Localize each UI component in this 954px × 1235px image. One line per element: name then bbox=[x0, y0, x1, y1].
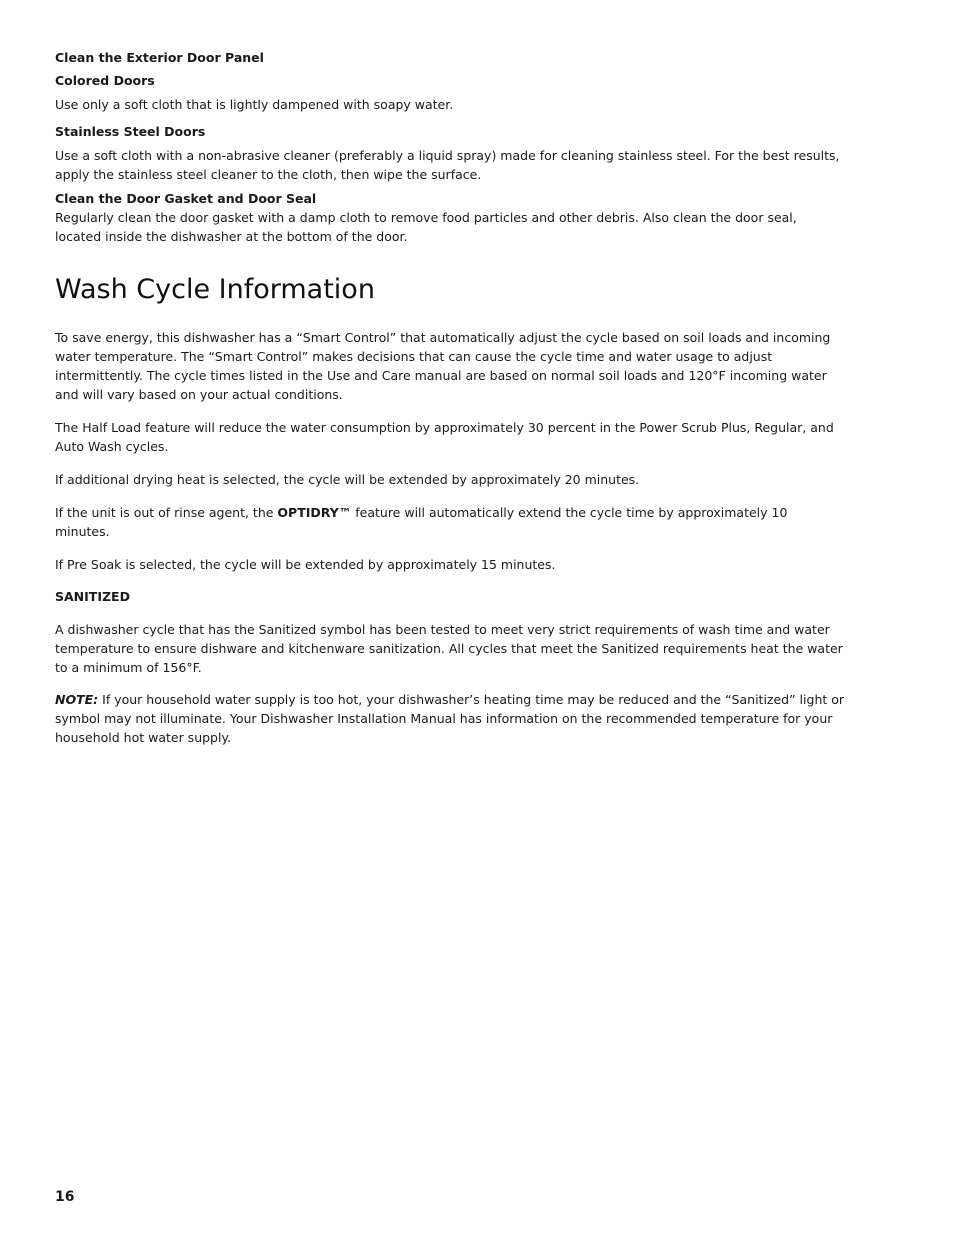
optidry-text-after: feature will automatically extend the cycle time by approximately 10 minutes. bbox=[55, 505, 788, 539]
colored-doors-heading: Colored Doors bbox=[55, 73, 155, 88]
half-load-paragraph: The Half Load feature will reduce the water consumption by approximately 30 percent in the Power Scrub Plus, Regular, and Auto Wash cycles. bbox=[55, 420, 834, 454]
gasket-heading: Clean the Door Gasket and Door Seal bbox=[55, 191, 317, 206]
optidry-text-before: If the unit is out of rinse agent, the bbox=[55, 505, 278, 520]
smart-control-paragraph: To save energy, this dishwasher has a “Smart Control” that automatically adjust the cycle based on soil loads and incoming water temperature. The “Smart Control” makes decisions that can cause the cycle time and water usage to adjust intermittently. The cycle times listed in the Use and Care manual are based on normal soil loads and 120°F incoming water and will vary based on your actual conditions. bbox=[55, 330, 831, 402]
drying-heat-paragraph: If additional drying heat is selected, the cycle will be extended by approximately 20 minutes. bbox=[55, 472, 640, 487]
page-title: Wash Cycle Information bbox=[55, 274, 375, 305]
page-number: 16 bbox=[55, 1189, 75, 1205]
note-paragraph bbox=[55, 690, 845, 747]
stainless-doors-text: Use a soft cloth with a non-abrasive cleaner (preferably a liquid spray) made for cleaning stainless steel. For the best results, apply the stainless steel cleaner to the cloth, then wipe the surface. bbox=[55, 148, 840, 182]
page-content bbox=[55, 48, 845, 747]
colored-doors-text: Use only a soft cloth that is lightly dampened with soapy water. bbox=[55, 97, 454, 112]
exterior-door-heading: Clean the Exterior Door Panel bbox=[55, 50, 264, 65]
optidry-paragraph bbox=[55, 503, 845, 541]
pre-soak-paragraph: If Pre Soak is selected, the cycle will be extended by approximately 15 minutes. bbox=[55, 557, 556, 572]
stainless-doors-heading: Stainless Steel Doors bbox=[55, 124, 206, 139]
sanitized-heading: SANITIZED bbox=[55, 589, 130, 604]
note-text: If your household water supply is too hot, your dishwasher’s heating time may be reduced and the “Sanitized” light or symbol may not illuminate. Your Dishwasher Installation Manual has information on the recommended temperature for your household hot water supply. bbox=[55, 692, 845, 745]
optidry-label: OPTIDRY™ bbox=[277, 505, 352, 520]
note-label: NOTE: bbox=[55, 692, 99, 707]
gasket-text: Regularly clean the door gasket with a damp cloth to remove food particles and other debris. Also clean the door seal, located inside the dishwasher at the bottom of the door. bbox=[55, 210, 797, 244]
sanitized-paragraph: A dishwasher cycle that has the Sanitized symbol has been tested to meet very strict requirements of wash time and water temperature to ensure dishware and kitchenware sanitization. All cycles that meet the Sanitized requirements heat the water to a minimum of 156°F. bbox=[55, 622, 843, 675]
